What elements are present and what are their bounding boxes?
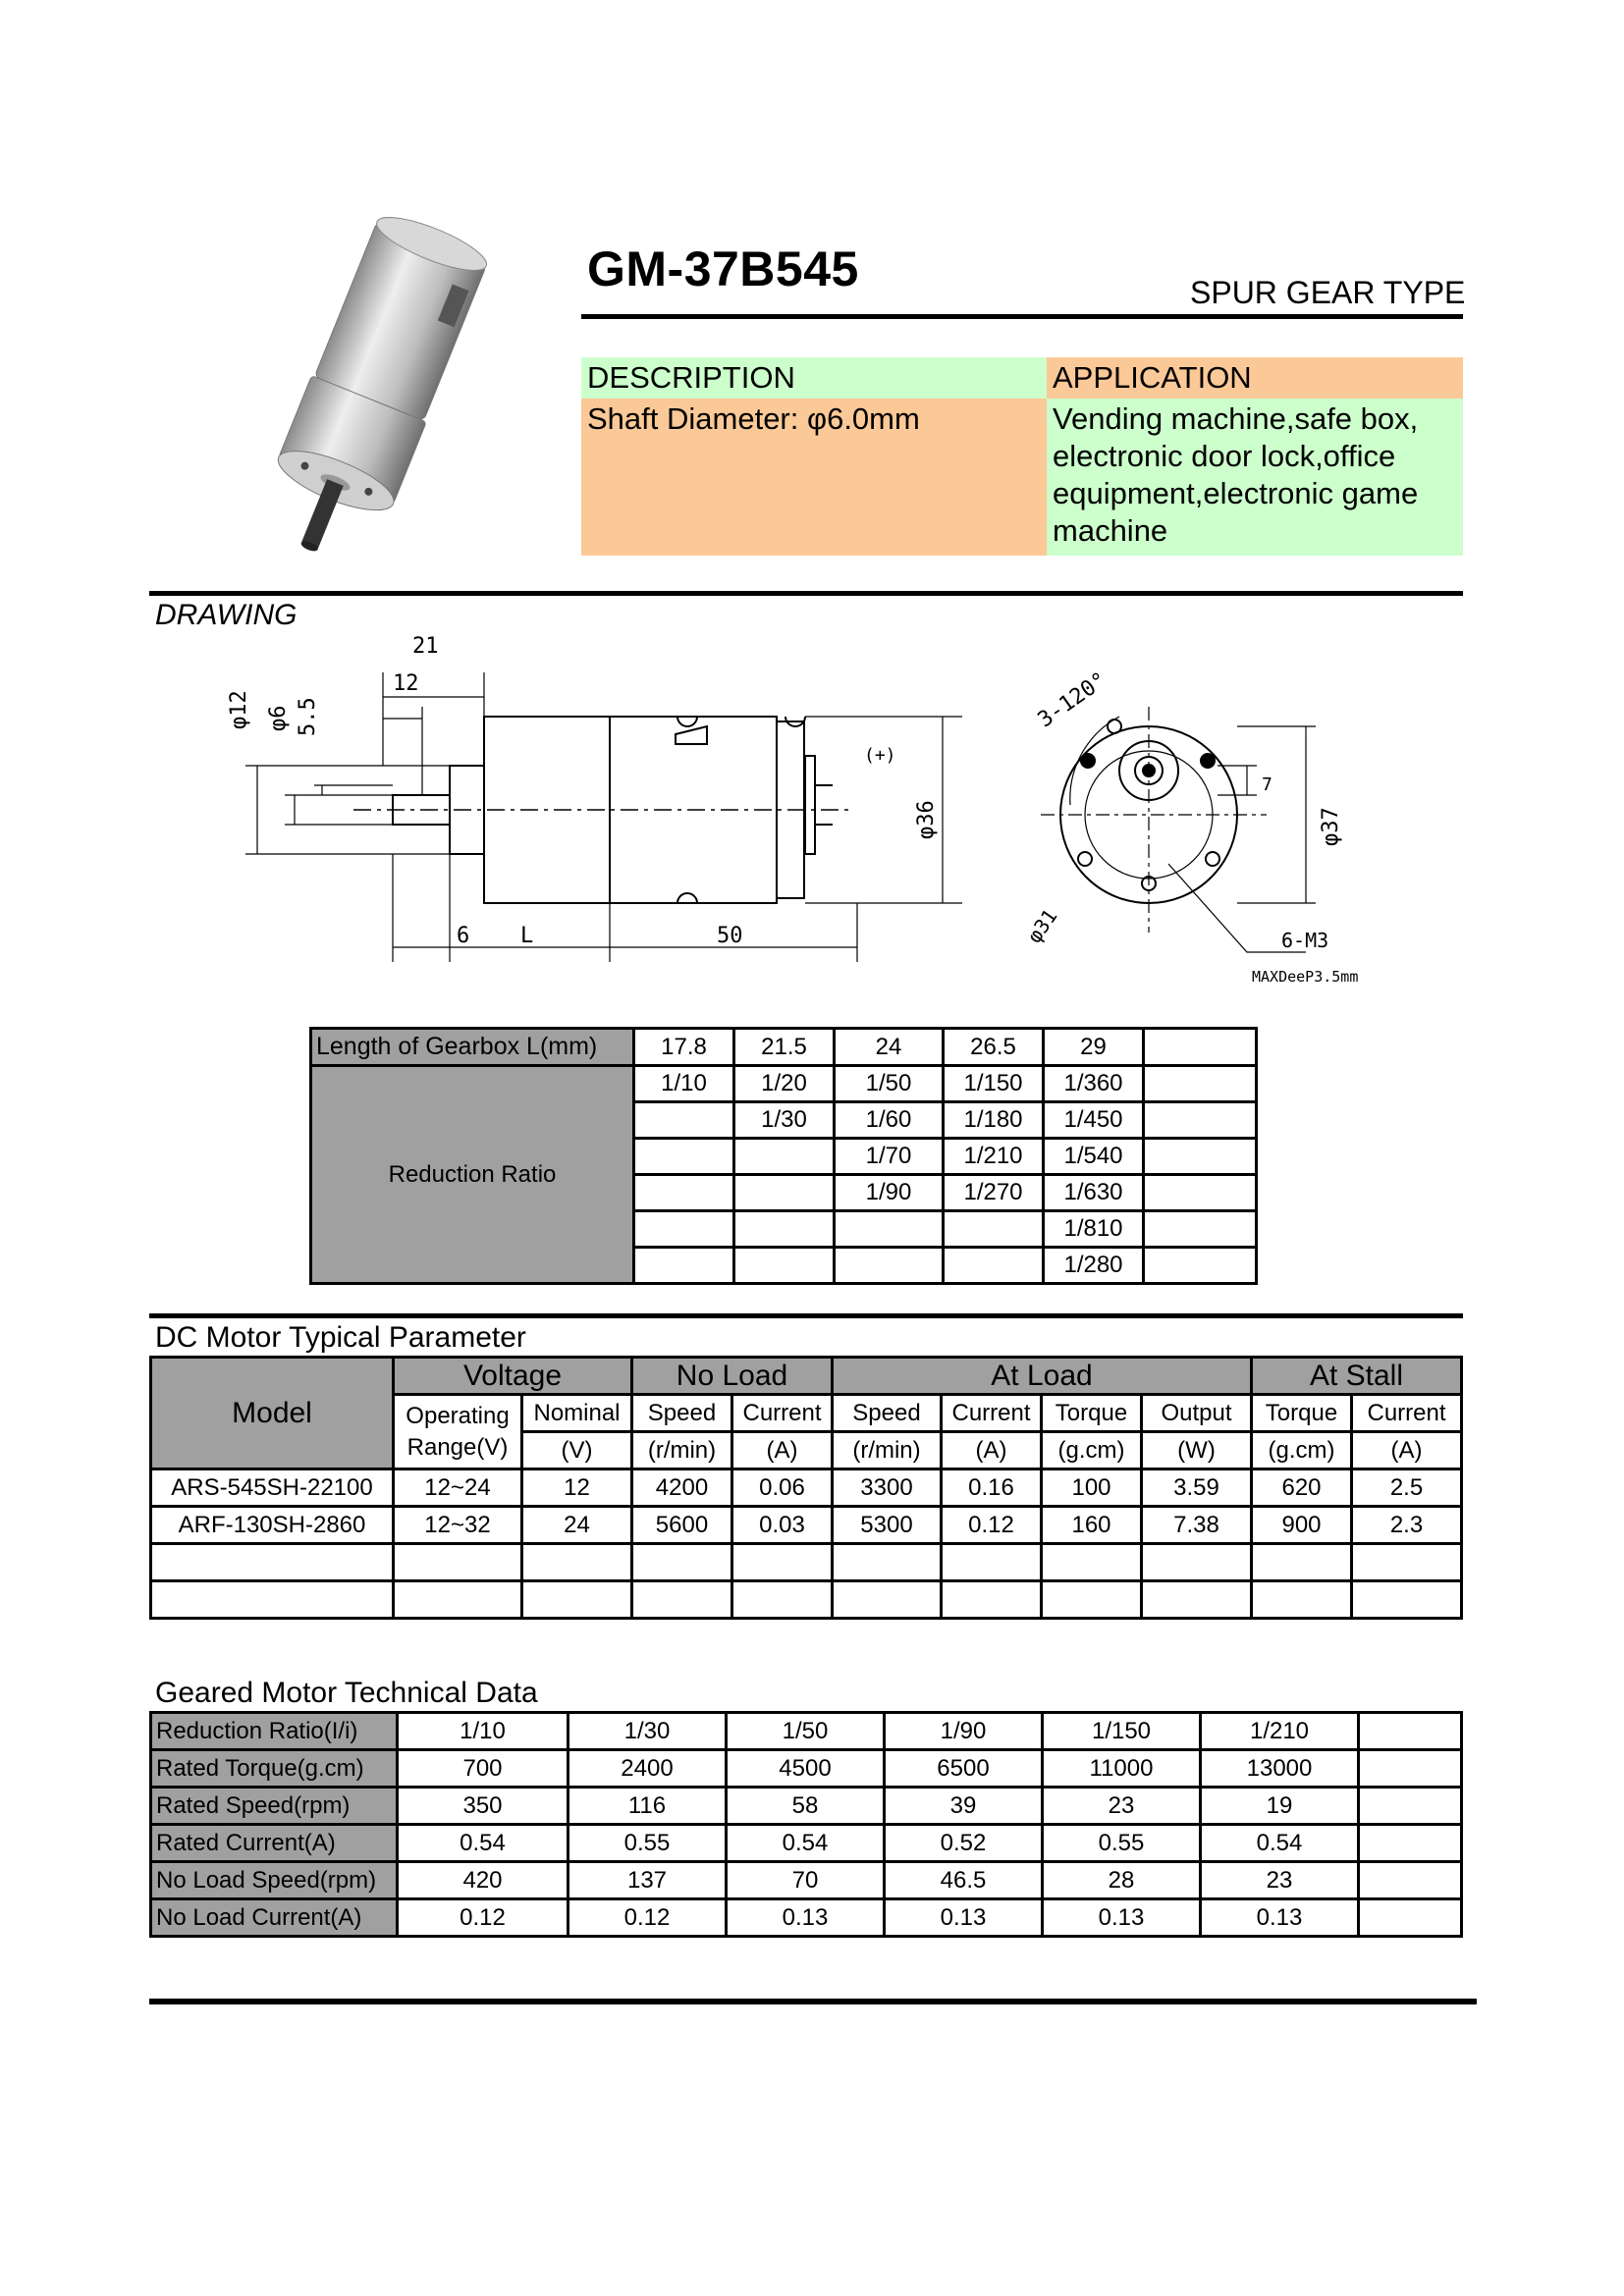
geared-cell	[1359, 1899, 1462, 1937]
dc-cell	[732, 1544, 833, 1581]
dc-cell	[151, 1581, 394, 1619]
unit-cell: (A)	[732, 1432, 833, 1469]
geared-cell: 1/210	[1201, 1713, 1359, 1750]
geared-row-label: Reduction Ratio(I/i)	[151, 1713, 398, 1750]
dc-cell	[942, 1544, 1042, 1581]
table-row	[151, 1825, 1462, 1862]
geared-cell: 39	[885, 1788, 1043, 1825]
dc-cell: 100	[1042, 1469, 1142, 1507]
geared-cell: 700	[398, 1750, 568, 1788]
dc-cell: 4200	[632, 1469, 732, 1507]
dim-d6: φ6	[266, 705, 291, 731]
dim-d12: φ12	[227, 690, 251, 729]
al-torque-header: Torque	[1042, 1395, 1142, 1432]
ratio-cell	[944, 1248, 1044, 1284]
st-torque-header: Torque	[1252, 1395, 1352, 1432]
geared-cell: 1/90	[885, 1713, 1043, 1750]
dc-cell: 2.3	[1352, 1507, 1462, 1544]
dc-cell	[1042, 1544, 1142, 1581]
ratio-cell	[835, 1248, 944, 1284]
dc-cell	[732, 1581, 833, 1619]
geared-cell: 137	[568, 1862, 727, 1899]
gearbox-length: 26.5	[944, 1029, 1044, 1066]
description-heading: DESCRIPTION	[581, 357, 1047, 399]
geared-cell: 420	[398, 1862, 568, 1899]
dc-cell	[942, 1581, 1042, 1619]
geared-cell: 2400	[568, 1750, 727, 1788]
geared-cell: 0.54	[398, 1825, 568, 1862]
ratio-cell	[1144, 1066, 1257, 1102]
dc-cell: 900	[1252, 1507, 1352, 1544]
geared-cell: 0.55	[1043, 1825, 1201, 1862]
dc-cell	[522, 1581, 632, 1619]
dc-params-heading: DC Motor Typical Parameter	[155, 1321, 526, 1354]
gearbox-length: 17.8	[634, 1029, 734, 1066]
footer-divider	[149, 1999, 1477, 2004]
geared-cell: 116	[568, 1788, 727, 1825]
unit-cell: (V)	[522, 1432, 632, 1469]
unit-cell: (r/min)	[833, 1432, 942, 1469]
dc-cell: 12~24	[394, 1469, 522, 1507]
dim-depth: MAXDeeP3.5mm	[1252, 968, 1359, 986]
dc-cell	[833, 1581, 942, 1619]
dim-angle: 3-120°	[1033, 667, 1112, 733]
ratio-cell	[634, 1102, 734, 1139]
dc-cell	[151, 1544, 394, 1581]
dim-5-5: 5.5	[296, 697, 320, 736]
dim-21: 21	[412, 634, 439, 659]
dim-screws: 6-M3	[1281, 929, 1329, 952]
table-row	[151, 1581, 1462, 1619]
geared-cell: 11000	[1043, 1750, 1201, 1788]
gear-type-label: SPUR GEAR TYPE	[1190, 275, 1466, 310]
table-row	[151, 1713, 1462, 1750]
geared-cell: 46.5	[885, 1862, 1043, 1899]
geared-cell: 1/30	[568, 1713, 727, 1750]
ratio-cell: 1/210	[944, 1139, 1044, 1175]
nl-current-header: Current	[732, 1395, 833, 1432]
application-line: electronic door lock,office	[1053, 439, 1396, 473]
geared-row-label: No Load Current(A)	[151, 1899, 398, 1937]
geared-row-label: Rated Torque(g.cm)	[151, 1750, 398, 1788]
table-row	[151, 1544, 1462, 1581]
geared-cell: 19	[1201, 1788, 1359, 1825]
table-row	[151, 1469, 1462, 1507]
gearbox-length: 29	[1044, 1029, 1144, 1066]
shaft-diameter: Shaft Diameter: φ6.0mm	[581, 399, 1047, 556]
ratio-cell	[734, 1248, 835, 1284]
dc-cell	[394, 1544, 522, 1581]
dc-cell	[1252, 1544, 1352, 1581]
ratio-cell	[634, 1248, 734, 1284]
unit-cell: (r/min)	[632, 1432, 732, 1469]
st-current-header: Current	[1352, 1395, 1462, 1432]
geared-row-label: No Load Speed(rpm)	[151, 1862, 398, 1899]
dc-cell: 12	[522, 1469, 632, 1507]
model-header: Model	[151, 1358, 394, 1469]
gearbox-length	[1144, 1029, 1257, 1066]
dc-cell: 2.5	[1352, 1469, 1462, 1507]
geared-data-heading: Geared Motor Technical Data	[155, 1677, 538, 1709]
ratio-cell	[734, 1139, 835, 1175]
dc-cell	[394, 1581, 522, 1619]
ratio-cell: 1/450	[1044, 1102, 1144, 1139]
application-line: machine	[1053, 513, 1168, 548]
ratio-cell	[634, 1211, 734, 1248]
op-range-header	[394, 1395, 522, 1469]
geared-cell: 70	[727, 1862, 885, 1899]
ratio-cell: 1/50	[835, 1066, 944, 1102]
table-row	[151, 1507, 1462, 1544]
ratio-cell: 1/20	[734, 1066, 835, 1102]
geared-cell: 0.55	[568, 1825, 727, 1862]
dc-cell: 160	[1042, 1507, 1142, 1544]
ratio-cell	[1144, 1211, 1257, 1248]
dc-cell: ARF-130SH-2860	[151, 1507, 394, 1544]
application-heading: APPLICATION	[1047, 357, 1463, 399]
unit-cell: (g.cm)	[1252, 1432, 1352, 1469]
al-current-header: Current	[942, 1395, 1042, 1432]
dc-cell: 24	[522, 1507, 632, 1544]
dim-6: 6	[457, 924, 470, 948]
geared-cell	[1359, 1788, 1462, 1825]
geared-cell	[1359, 1825, 1462, 1862]
application-list	[1047, 399, 1463, 556]
motor-photo	[221, 201, 515, 579]
dc-cell	[1352, 1581, 1462, 1619]
ratio-cell	[944, 1211, 1044, 1248]
dc-cell	[833, 1544, 942, 1581]
dc-cell	[1142, 1581, 1252, 1619]
dc-cell: 0.03	[732, 1507, 833, 1544]
dim-12: 12	[393, 671, 419, 696]
dc-cell: 0.06	[732, 1469, 833, 1507]
dim-d31: φ31	[1022, 904, 1062, 947]
geared-cell: 0.13	[885, 1899, 1043, 1937]
table-row	[151, 1899, 1462, 1937]
gearbox-length-label: Length of Gearbox L(mm)	[311, 1029, 634, 1066]
ratio-cell	[1144, 1102, 1257, 1139]
nominal-header: Nominal	[522, 1395, 632, 1432]
geared-cell: 0.12	[568, 1899, 727, 1937]
geared-cell: 0.13	[727, 1899, 885, 1937]
geared-cell	[1359, 1862, 1462, 1899]
dc-cell	[1352, 1544, 1462, 1581]
at-stall-header: At Stall	[1252, 1358, 1462, 1395]
ratio-cell: 1/630	[1044, 1175, 1144, 1211]
dc-params-table	[149, 1356, 1463, 1620]
geared-cell: 4500	[727, 1750, 885, 1788]
op-range-line: Range(V)	[406, 1433, 509, 1461]
reduction-ratio-label: Reduction Ratio	[311, 1066, 634, 1284]
geared-cell: 1/10	[398, 1713, 568, 1750]
geared-row-label: Rated Current(A)	[151, 1825, 398, 1862]
geared-cell: 0.13	[1043, 1899, 1201, 1937]
no-load-header: No Load	[632, 1358, 833, 1395]
dc-cell: 620	[1252, 1469, 1352, 1507]
geared-cell: 0.54	[727, 1825, 885, 1862]
ratio-cell: 1/810	[1044, 1211, 1144, 1248]
application-line: equipment,electronic game	[1053, 476, 1419, 510]
application-line: Vending machine,safe box,	[1053, 401, 1419, 436]
ratio-cell: 1/270	[944, 1175, 1044, 1211]
unit-cell: (A)	[942, 1432, 1042, 1469]
ratio-cell: 1/10	[634, 1066, 734, 1102]
geared-row-label: Rated Speed(rpm)	[151, 1788, 398, 1825]
polarity-plus: (+)	[864, 745, 896, 766]
ratio-cell: 1/360	[1044, 1066, 1144, 1102]
ratio-cell	[1144, 1139, 1257, 1175]
geared-cell: 23	[1043, 1788, 1201, 1825]
table-row	[151, 1862, 1462, 1899]
dim-50: 50	[717, 924, 743, 948]
side-view-drawing	[216, 628, 962, 962]
gearbox-length: 24	[835, 1029, 944, 1066]
at-load-header: At Load	[833, 1358, 1252, 1395]
geared-cell: 0.54	[1201, 1825, 1359, 1862]
dc-cell: 3300	[833, 1469, 942, 1507]
ratio-cell: 1/90	[835, 1175, 944, 1211]
table-row	[151, 1788, 1462, 1825]
geared-cell: 1/150	[1043, 1713, 1201, 1750]
unit-cell: (g.cm)	[1042, 1432, 1142, 1469]
dc-cell: 5300	[833, 1507, 942, 1544]
dc-cell: 12~32	[394, 1507, 522, 1544]
ratio-cell: 1/70	[835, 1139, 944, 1175]
header-divider	[581, 314, 1463, 319]
dc-cell: 0.12	[942, 1507, 1042, 1544]
gearbox-table	[309, 1027, 1258, 1285]
drawing-divider	[149, 591, 1463, 596]
geared-cell: 0.52	[885, 1825, 1043, 1862]
dc-cell: ARS-545SH-22100	[151, 1469, 394, 1507]
geared-cell: 6500	[885, 1750, 1043, 1788]
dc-divider	[149, 1313, 1463, 1318]
nl-speed-header: Speed	[632, 1395, 732, 1432]
end-view-drawing	[1011, 648, 1404, 1001]
dim-L: L	[520, 924, 534, 948]
geared-cell: 350	[398, 1788, 568, 1825]
geared-cell	[1359, 1713, 1462, 1750]
dc-cell	[1252, 1581, 1352, 1619]
geared-cell	[1359, 1750, 1462, 1788]
ratio-cell	[835, 1211, 944, 1248]
gearbox-length: 21.5	[734, 1029, 835, 1066]
ratio-cell	[734, 1211, 835, 1248]
ratio-cell: 1/280	[1044, 1248, 1144, 1284]
dc-cell	[632, 1581, 732, 1619]
ratio-cell: 1/180	[944, 1102, 1044, 1139]
geared-data-table	[149, 1711, 1463, 1938]
ratio-cell	[734, 1175, 835, 1211]
dc-cell: 7.38	[1142, 1507, 1252, 1544]
ratio-cell: 1/540	[1044, 1139, 1144, 1175]
geared-cell: 0.12	[398, 1899, 568, 1937]
geared-cell: 13000	[1201, 1750, 1359, 1788]
dim-d37: φ37	[1319, 807, 1343, 846]
dim-7: 7	[1262, 774, 1272, 795]
geared-cell: 1/50	[727, 1713, 885, 1750]
ratio-cell	[1144, 1248, 1257, 1284]
dc-cell	[1142, 1544, 1252, 1581]
model-title: GM-37B545	[587, 241, 859, 296]
ratio-cell	[634, 1175, 734, 1211]
drawing-heading: DRAWING	[155, 599, 298, 631]
al-speed-header: Speed	[833, 1395, 942, 1432]
unit-cell: (W)	[1142, 1432, 1252, 1469]
geared-cell: 23	[1201, 1862, 1359, 1899]
unit-cell: (A)	[1352, 1432, 1462, 1469]
table-row	[151, 1750, 1462, 1788]
geared-cell: 0.13	[1201, 1899, 1359, 1937]
ratio-cell	[1144, 1175, 1257, 1211]
voltage-header: Voltage	[394, 1358, 632, 1395]
al-output-header: Output	[1142, 1395, 1252, 1432]
ratio-cell	[634, 1139, 734, 1175]
geared-cell: 28	[1043, 1862, 1201, 1899]
ratio-cell: 1/60	[835, 1102, 944, 1139]
description-table	[581, 357, 1463, 556]
dc-cell	[632, 1544, 732, 1581]
dc-cell: 3.59	[1142, 1469, 1252, 1507]
op-range-line: Operating	[406, 1402, 510, 1429]
dc-cell: 0.16	[942, 1469, 1042, 1507]
ratio-cell: 1/30	[734, 1102, 835, 1139]
ratio-cell: 1/150	[944, 1066, 1044, 1102]
dc-cell: 5600	[632, 1507, 732, 1544]
dc-cell	[1042, 1581, 1142, 1619]
geared-cell: 58	[727, 1788, 885, 1825]
dc-cell	[522, 1544, 632, 1581]
dim-d36: φ36	[914, 800, 939, 839]
